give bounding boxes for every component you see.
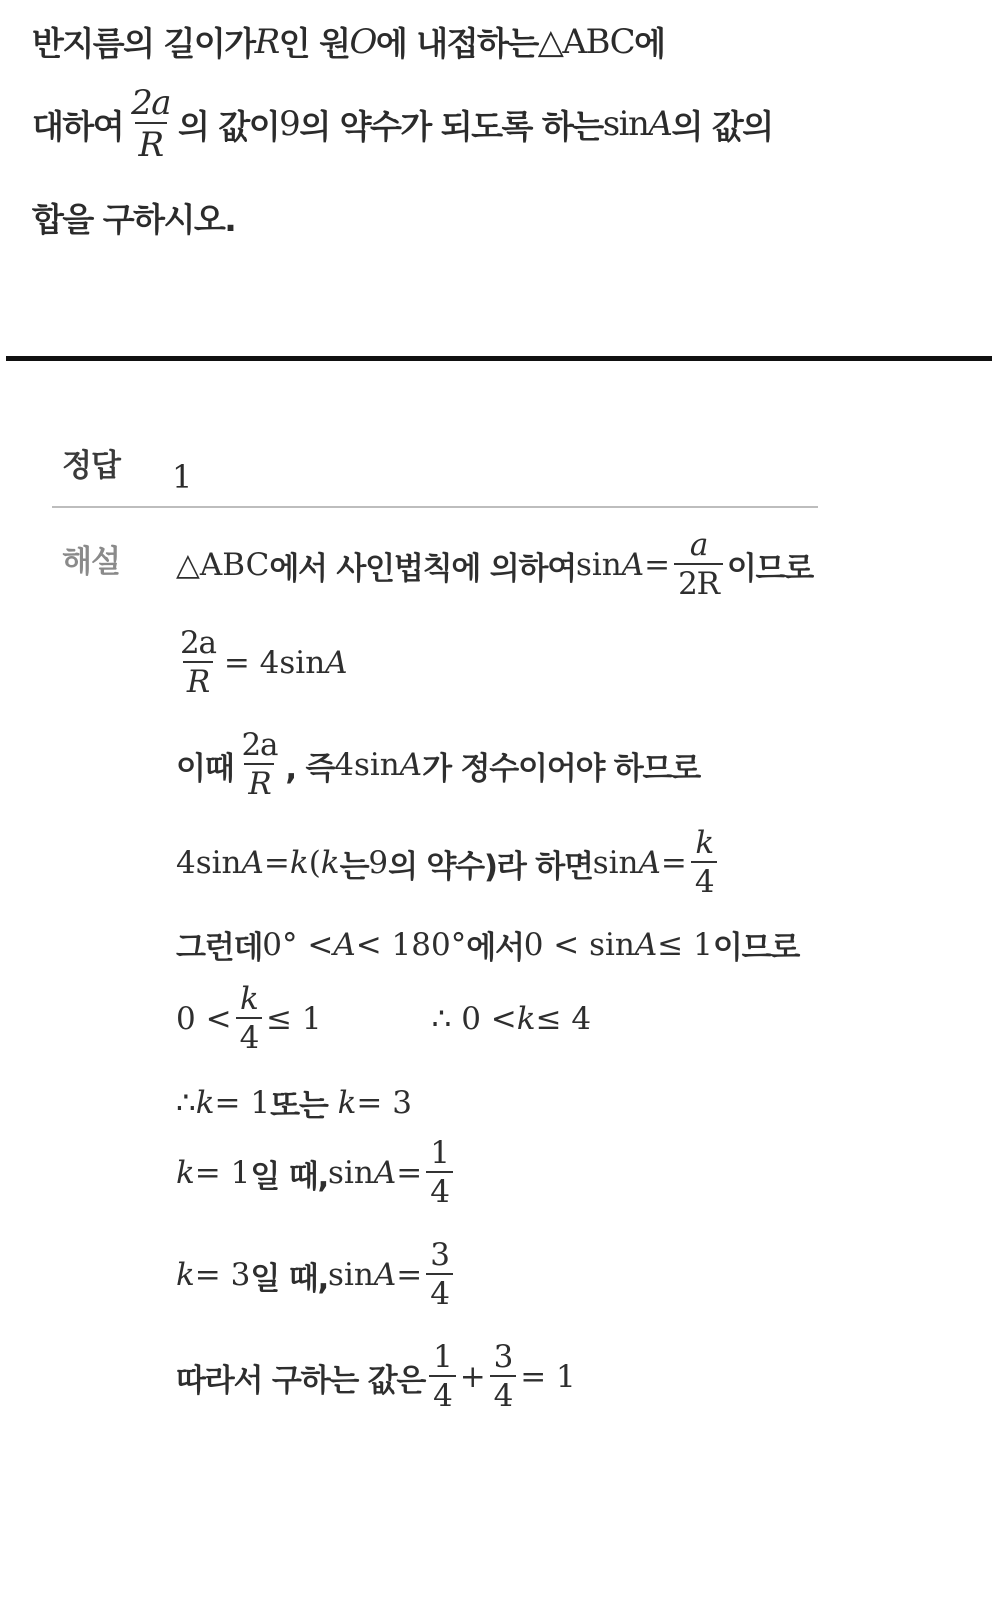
solution-text: 는: [339, 848, 369, 885]
math-var-k: k: [516, 1001, 536, 1037]
math-expression: 4sin: [334, 747, 400, 783]
solution-line-10: [176, 1339, 576, 1414]
fraction-denominator: R: [135, 122, 167, 162]
solution-text: 에서: [466, 930, 524, 966]
math-equals: =: [396, 1257, 423, 1293]
math-number: 9: [368, 845, 389, 881]
math-sin: sin: [328, 1155, 374, 1191]
fraction-denominator: 2R: [674, 563, 723, 600]
answer-label: 정답: [62, 448, 120, 484]
math-var-k: k: [337, 1084, 357, 1121]
math-var-A: A: [241, 845, 264, 881]
solution-line-2: [176, 625, 348, 700]
solution-text: 이므로: [726, 550, 814, 587]
math-expression: ≤ 1: [266, 1001, 322, 1037]
solution-line-5: [176, 922, 799, 967]
fraction-3-over-4: [490, 1339, 517, 1414]
fraction-denominator: 4: [426, 1171, 453, 1208]
math-var-R: R: [254, 21, 279, 62]
solution-line-7: [176, 1080, 412, 1125]
triangle-abc: △ABC: [537, 21, 635, 62]
problem-text: 대하여: [32, 106, 124, 146]
problem-text: 반지름의 길이가: [32, 24, 255, 63]
math-sin: sin: [592, 845, 639, 881]
math-var-k: k: [195, 1084, 215, 1121]
math-expression: = 1: [194, 1155, 251, 1191]
fraction-numerator: 1: [433, 1339, 452, 1375]
solution-text: , 즉: [285, 750, 335, 787]
problem-text: 인 원: [278, 24, 350, 63]
answer-value: 1: [172, 458, 193, 496]
solution-text: 이므로: [712, 930, 800, 966]
problem-text: 합을 구하시오.: [32, 200, 236, 239]
answer-rule: [52, 506, 818, 508]
solution-line-1: [176, 527, 814, 602]
fraction-2a-over-R: [238, 727, 282, 802]
fraction-numerator: 2a: [241, 727, 278, 763]
math-number: 9: [279, 104, 300, 144]
solution-label: 해설: [62, 544, 120, 580]
fraction-a-over-2R: [674, 527, 723, 602]
solution-line-6: [176, 981, 592, 1056]
math-expression: ≤ 1: [657, 926, 713, 963]
math-equals: =: [263, 845, 290, 881]
fraction-denominator: R: [244, 763, 274, 800]
math-expression: 0 <: [176, 1001, 232, 1037]
fraction-denominator: 4: [426, 1273, 453, 1310]
math-expression: = 1: [214, 1084, 271, 1121]
problem-text: 에: [634, 24, 665, 63]
fraction-numerator: 1: [430, 1135, 449, 1171]
solution-text: 에서 사인법칙에 의하여: [269, 550, 576, 587]
math-var-A: A: [325, 645, 348, 681]
math-sin: sin: [602, 104, 649, 144]
math-var-A: A: [638, 845, 661, 881]
triangle-abc: △ABC: [176, 547, 270, 583]
math-paren: (: [308, 845, 321, 881]
math-var-k: k: [289, 845, 309, 881]
math-expression: 4sin: [176, 845, 242, 881]
fraction-numerator: a: [689, 527, 708, 563]
problem-text: 의 값의: [671, 106, 773, 146]
fraction-denominator: 4: [429, 1375, 456, 1412]
solution-text: 일 때,: [250, 1158, 329, 1195]
math-plus: +: [459, 1359, 486, 1395]
solution-text: 의 약수)라 하면: [388, 848, 593, 885]
fraction-denominator: R: [183, 661, 213, 698]
solution-text: 이때: [176, 750, 234, 787]
problem-line-3: [32, 194, 235, 241]
math-var-A: A: [621, 547, 645, 583]
math-equals: =: [396, 1155, 423, 1191]
math-var-A: A: [399, 747, 423, 783]
solution-line-3: [176, 727, 701, 802]
math-expression: 0 < sin: [523, 926, 635, 963]
solution-text: 따라서 구하는 값은: [176, 1362, 426, 1399]
math-var-A: A: [373, 1257, 397, 1293]
fraction-k-over-4: [691, 825, 718, 900]
fraction-numerator: 3: [430, 1237, 449, 1273]
math-sin: sin: [328, 1257, 374, 1293]
problem-line-1: [32, 18, 665, 65]
fraction-denominator: 4: [691, 861, 718, 898]
fraction-numerator: k: [695, 825, 713, 861]
fraction-1-over-4: [426, 1135, 453, 1210]
math-expression: ∴ 0 <: [431, 1001, 517, 1037]
problem-text: 의 값이: [178, 106, 280, 146]
math-var-k: k: [176, 1155, 195, 1191]
solution-line-8: [176, 1135, 457, 1210]
math-var-A: A: [648, 104, 672, 144]
solution-text: 일 때,: [250, 1260, 329, 1297]
math-equals: =: [644, 547, 671, 583]
problem-line-2: [32, 83, 773, 165]
math-var-O: O: [349, 21, 376, 62]
solution-text: 그런데: [176, 930, 263, 966]
section-divider: [6, 356, 992, 361]
fraction-3-over-4: [426, 1237, 453, 1312]
fraction-k-over-4: [236, 981, 263, 1056]
fraction-numerator: k: [240, 981, 258, 1017]
fraction-denominator: 4: [236, 1017, 263, 1054]
fraction-1-over-4: [429, 1339, 456, 1414]
fraction-2a-over-R: [176, 625, 220, 700]
math-expression: < 180°: [355, 926, 467, 963]
math-therefore: ∴: [176, 1084, 196, 1121]
solution-text: 또는: [270, 1088, 328, 1124]
solution-text: 가 정수이어야 하므로: [422, 750, 701, 787]
problem-text: 에 내접하는: [375, 24, 538, 63]
math-var-k: k: [320, 845, 340, 881]
fraction-numerator: 2a: [180, 625, 216, 661]
math-expression: = 3: [356, 1084, 412, 1121]
math-var-A: A: [634, 926, 658, 963]
math-var-A: A: [373, 1155, 397, 1191]
fraction-denominator: 4: [490, 1375, 517, 1412]
math-var-k: k: [176, 1257, 195, 1293]
math-equals: =: [660, 845, 687, 881]
solution-line-4: [176, 825, 721, 900]
math-var-A: A: [333, 926, 356, 963]
math-expression: 0° <: [262, 926, 334, 963]
math-expression: = 3: [194, 1257, 251, 1293]
solution-line-9: [176, 1237, 457, 1312]
math-expression: ≤ 4: [535, 1001, 592, 1037]
fraction-numerator: 3: [493, 1339, 513, 1375]
math-expression: = 1: [520, 1359, 576, 1395]
math-sin: sin: [575, 547, 622, 583]
problem-text: 의 약수가 되도록 하는: [299, 106, 603, 146]
fraction-numerator: 2a: [131, 83, 171, 123]
math-expression: = 4sin: [223, 645, 326, 681]
fraction-2a-over-R: [127, 83, 174, 165]
